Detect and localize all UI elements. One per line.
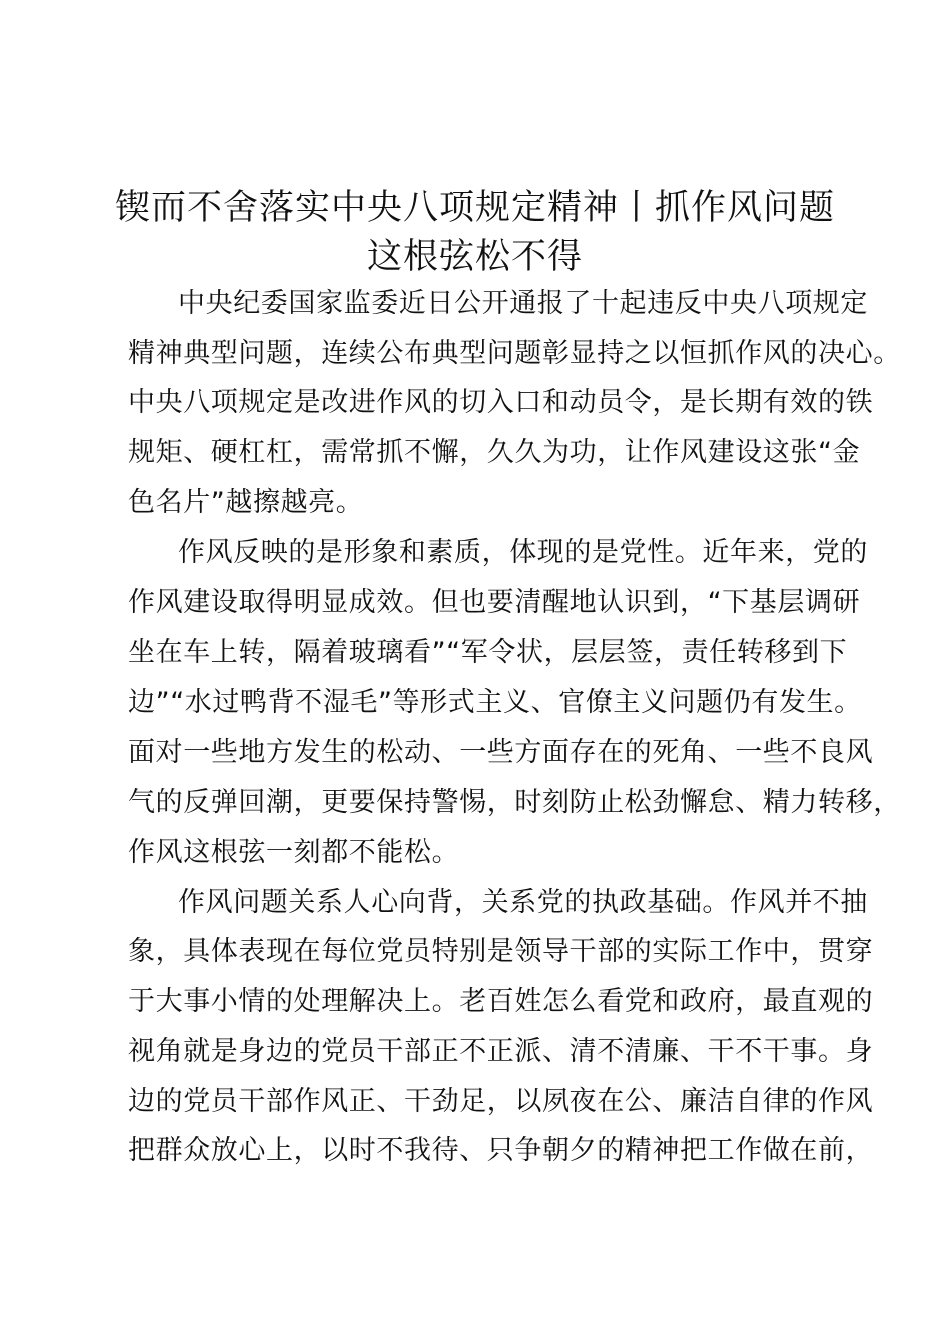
paragraph-2-line: 气的反弹回潮，更要保持警惕，时刻防止松劲懈怠、精力转移，	[128, 787, 901, 818]
document-title-line-1: 锲而不舍落实中央八项规定精神丨抓作风问题	[114, 188, 835, 228]
paragraph-2-line: 边”“水过鸭背不湿毛”等形式主义、官僚主义问题仍有发生。	[128, 687, 862, 718]
document-title-line-2: 这根弦松不得	[366, 237, 583, 277]
paragraph-1-line: 中央纪委国家监委近日公开通报了十起违反中央八项规定	[178, 288, 868, 319]
paragraph-1-line: 规矩、硬杠杠，需常抓不懈，久久为功，让作风建设这张“金	[128, 437, 861, 468]
paragraph-3-line: 边的党员干部作风正、干劲足，以夙夜在公、廉洁自律的作风	[128, 1086, 874, 1117]
paragraph-3-line: 视角就是身边的党员干部正不正派、清不清廉、干不干事。身	[128, 1036, 874, 1067]
paragraph-2-line: 作风反映的是形象和素质，体现的是党性。近年来，党的	[178, 537, 868, 568]
paragraph-3-line: 把群众放心上，以时不我待、只争朝夕的精神把工作做在前，	[128, 1135, 874, 1166]
paragraph-1-line: 中央八项规定是改进作风的切入口和动员令，是长期有效的铁	[128, 387, 874, 418]
paragraph-3-line: 作风问题关系人心向背，关系党的执政基础。作风并不抽	[178, 887, 868, 918]
paragraph-1-line: 色名片”越擦越亮。	[128, 487, 364, 518]
paragraph-2-line: 作风这根弦一刻都不能松。	[128, 837, 460, 868]
paragraph-2-line: 坐在车上转，隔着玻璃看”“军令状，层层签，责任转移到下	[128, 637, 848, 668]
paragraph-3-line: 象，具体表现在每位党员特别是领导干部的实际工作中，贯穿	[128, 936, 874, 967]
paragraph-3-line: 于大事小情的处理解决上。老百姓怎么看党和政府，最直观的	[128, 986, 874, 1017]
paragraph-2-line: 作风建设取得明显成效。但也要清醒地认识到，“下基层调研	[128, 587, 861, 618]
paragraph-2-line: 面对一些地方发生的松动、一些方面存在的死角、一些不良风	[128, 737, 874, 768]
paragraph-1-line: 精神典型问题，连续公布典型问题彰显持之以恒抓作风的决心。	[128, 338, 901, 369]
